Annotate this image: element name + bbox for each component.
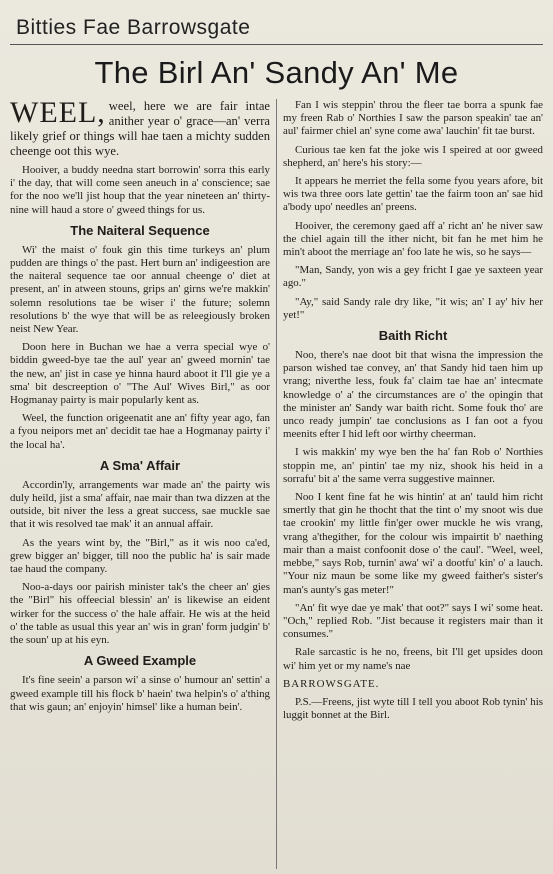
signature: BARROWSGATE. (283, 677, 380, 690)
paragraph: Hooiver, the ceremony gaed aff a' richt an' he niver saw the chiel again till the ither nicht, bit fan he met him he min't aboot the merriage an' foo late he wis, so he says— (283, 219, 543, 259)
paragraph: Fan I wis steppin' throu the fleer tae borra a spunk fae my freen Rab o' Northies I saw the parson speakin' tae an' aul' fairmer chiel an' syne come awa' lauchin' fit tae burst. (283, 99, 543, 138)
paragraph: Hooiver, a buddy needna start borrowin' sorra this early i' the day, that will come seen aneuch in a' conscience; sae for the noo we'll jist houp that the year nineteen an' thirty-nine will haud a store o' gweed things for us. (10, 164, 270, 216)
paragraph: "Ay," said Sandy rale dry like, "it wis; an' I ay' hiv her yet!" (283, 295, 543, 321)
paragraph: Noo, there's nae doot bit that wisna the impression the parson wished tae convey, an' that Sandy hid taen him up vrang; niverthe less, fouk fa' claim tae hae an' intecmate knowledge o' a' the circumstances are o' the opingin that the minister an' Sandy war baith richt. Some fouk tho' are unco ready jumpin' tae conclusions as I fan oot a fyou meenits efter I hid left oor wirthy cheerman. (283, 349, 543, 441)
paragraph: Rale sarcastic is he no, freens, bit I'll get upsides doon wi' him yet or my name's nae (283, 646, 543, 672)
subhead: Baith Richt (378, 328, 448, 344)
paragraph: Weel, the function origeenatit ane an' fifty year ago, fan a fyou neipors met an' decidit tae hae a Hogmanay pairty i' the local ha'. (10, 412, 270, 451)
column-kicker: Bitties Fae Barrowsgate (16, 16, 251, 39)
paragraph: Curious tae ken fat the joke wis I speired at oor gweed shepherd, an' here's his story:— (283, 143, 543, 169)
subhead: A Gweed Example (83, 653, 197, 669)
paragraph: Doon here in Buchan we hae a verra special wye o' biddin gweed-bye tae the aul' year an' gweed mornin' tae the new, an' jist in case ye hinna haurd aboot it I'll gie ye a sma' bit descreeption o' "The Aul' Wives Birl," as oor Hogmanay pairty is mair popularly kent as. (10, 341, 270, 407)
subhead: A Sma' Affair (99, 457, 181, 473)
drop-cap: WEEL, (10, 99, 106, 129)
headline: The Birl An' Sandy An' Me (94, 55, 459, 90)
lede-text: weel, here we are fair intae anither year o' grace—an' verra likely grief or things will hae taen a michty sudden cheenge oot this wye. (10, 99, 270, 158)
subhead: The Naiteral Sequence (70, 222, 210, 238)
paragraph: It appears he merriet the fella some fyou years afore, bit wis twa three oors late gettin' tae the fairm toon an' sae hid a'body upo' needles an' preens. (283, 175, 543, 214)
paragraph: Wi' the maist o' fouk gin this time turkeys an' plum pudden are things o' the past. Hert burn an' indigeestion are the naiteral sequence tae oor annual cheenge o' diet at present, an' in atween stouns, grips an' girns we're makkin' solemn resolutions tae be wiser i' the future; solemn resolutions b' the wye that will be as releegiously broken neist New Year. (10, 243, 270, 336)
paragraph: "Man, Sandy, yon wis a gey fricht I gae ye saxteen year ago." (283, 264, 543, 290)
article-columns (10, 99, 543, 869)
paragraph: It's fine seein' a parson wi' a sinse o' humour an' settin' a gweed example till his flock b' haein' twa helpin's o' a'thing that wis gaun; an' enjoyin' himsel' like a human bein'. (10, 674, 270, 713)
paragraph: I wis makkin' my wye ben the ha' fan Rob o' Northies stoppin me, an' pintin' tae my niz, shook his heid in a sorrafu' bit a' the same verra suggestive mainner. (283, 446, 543, 485)
paragraph: As the years wint by, the "Birl," as it wis noo ca'ed, grew bigger an' bigger, till noo the public ha' is sair made tae haud the company. (10, 536, 270, 576)
header-rule (10, 44, 543, 45)
postscript: P.S.—Freens, jist wyte till I tell you aboot Rob tynin' his luggit bonnet at the Birl. (283, 695, 543, 722)
paragraph: Accordin'ly, arrangements war made an' the pairty wis duly heild, jist a sma' affair, nae mair than twa dizzen at the outside, bit niver the less a great success, sae muckle sae that it wis resolved tae mak' it an annual affair. (10, 478, 270, 531)
paragraph: Noo I kent fine fat he wis hintin' at an' tauld him richt smertly that gin he thocht that the tint o' my snoot wis due tae crookin' my little fin'ger ower muckle he wis vrang, vrang a'thegither, for the colour wis impairtit b' naething mair than a maist confoonit dose o' the caul'. "Weel, weel, mebbe," says Rob, turnin' awa' wi' a dootfu' kin' o' a lauch. "Your niz maun be some like my gweed faither's sister's man's aunty's gas meter!" (283, 491, 543, 596)
paragraph: Noo-a-days oor pairish minister tak's the cheer an' gies the "Birl" his offeecial blessin' an' is likewise an eident wirker for the success o' the hale affair. He wis at the heid o' the table as usual this year an' wis in gran' form judgin' b' the soun' up at his eyn. (10, 581, 270, 647)
right-column (276, 99, 543, 869)
left-column (10, 99, 276, 869)
lede-paragraph (10, 99, 270, 159)
paragraph: "An' fit wye dae ye mak' that oot?" says I wi' some heat. "Och," replied Rob. "Jist because it registers mair than it consumes." (283, 601, 543, 641)
